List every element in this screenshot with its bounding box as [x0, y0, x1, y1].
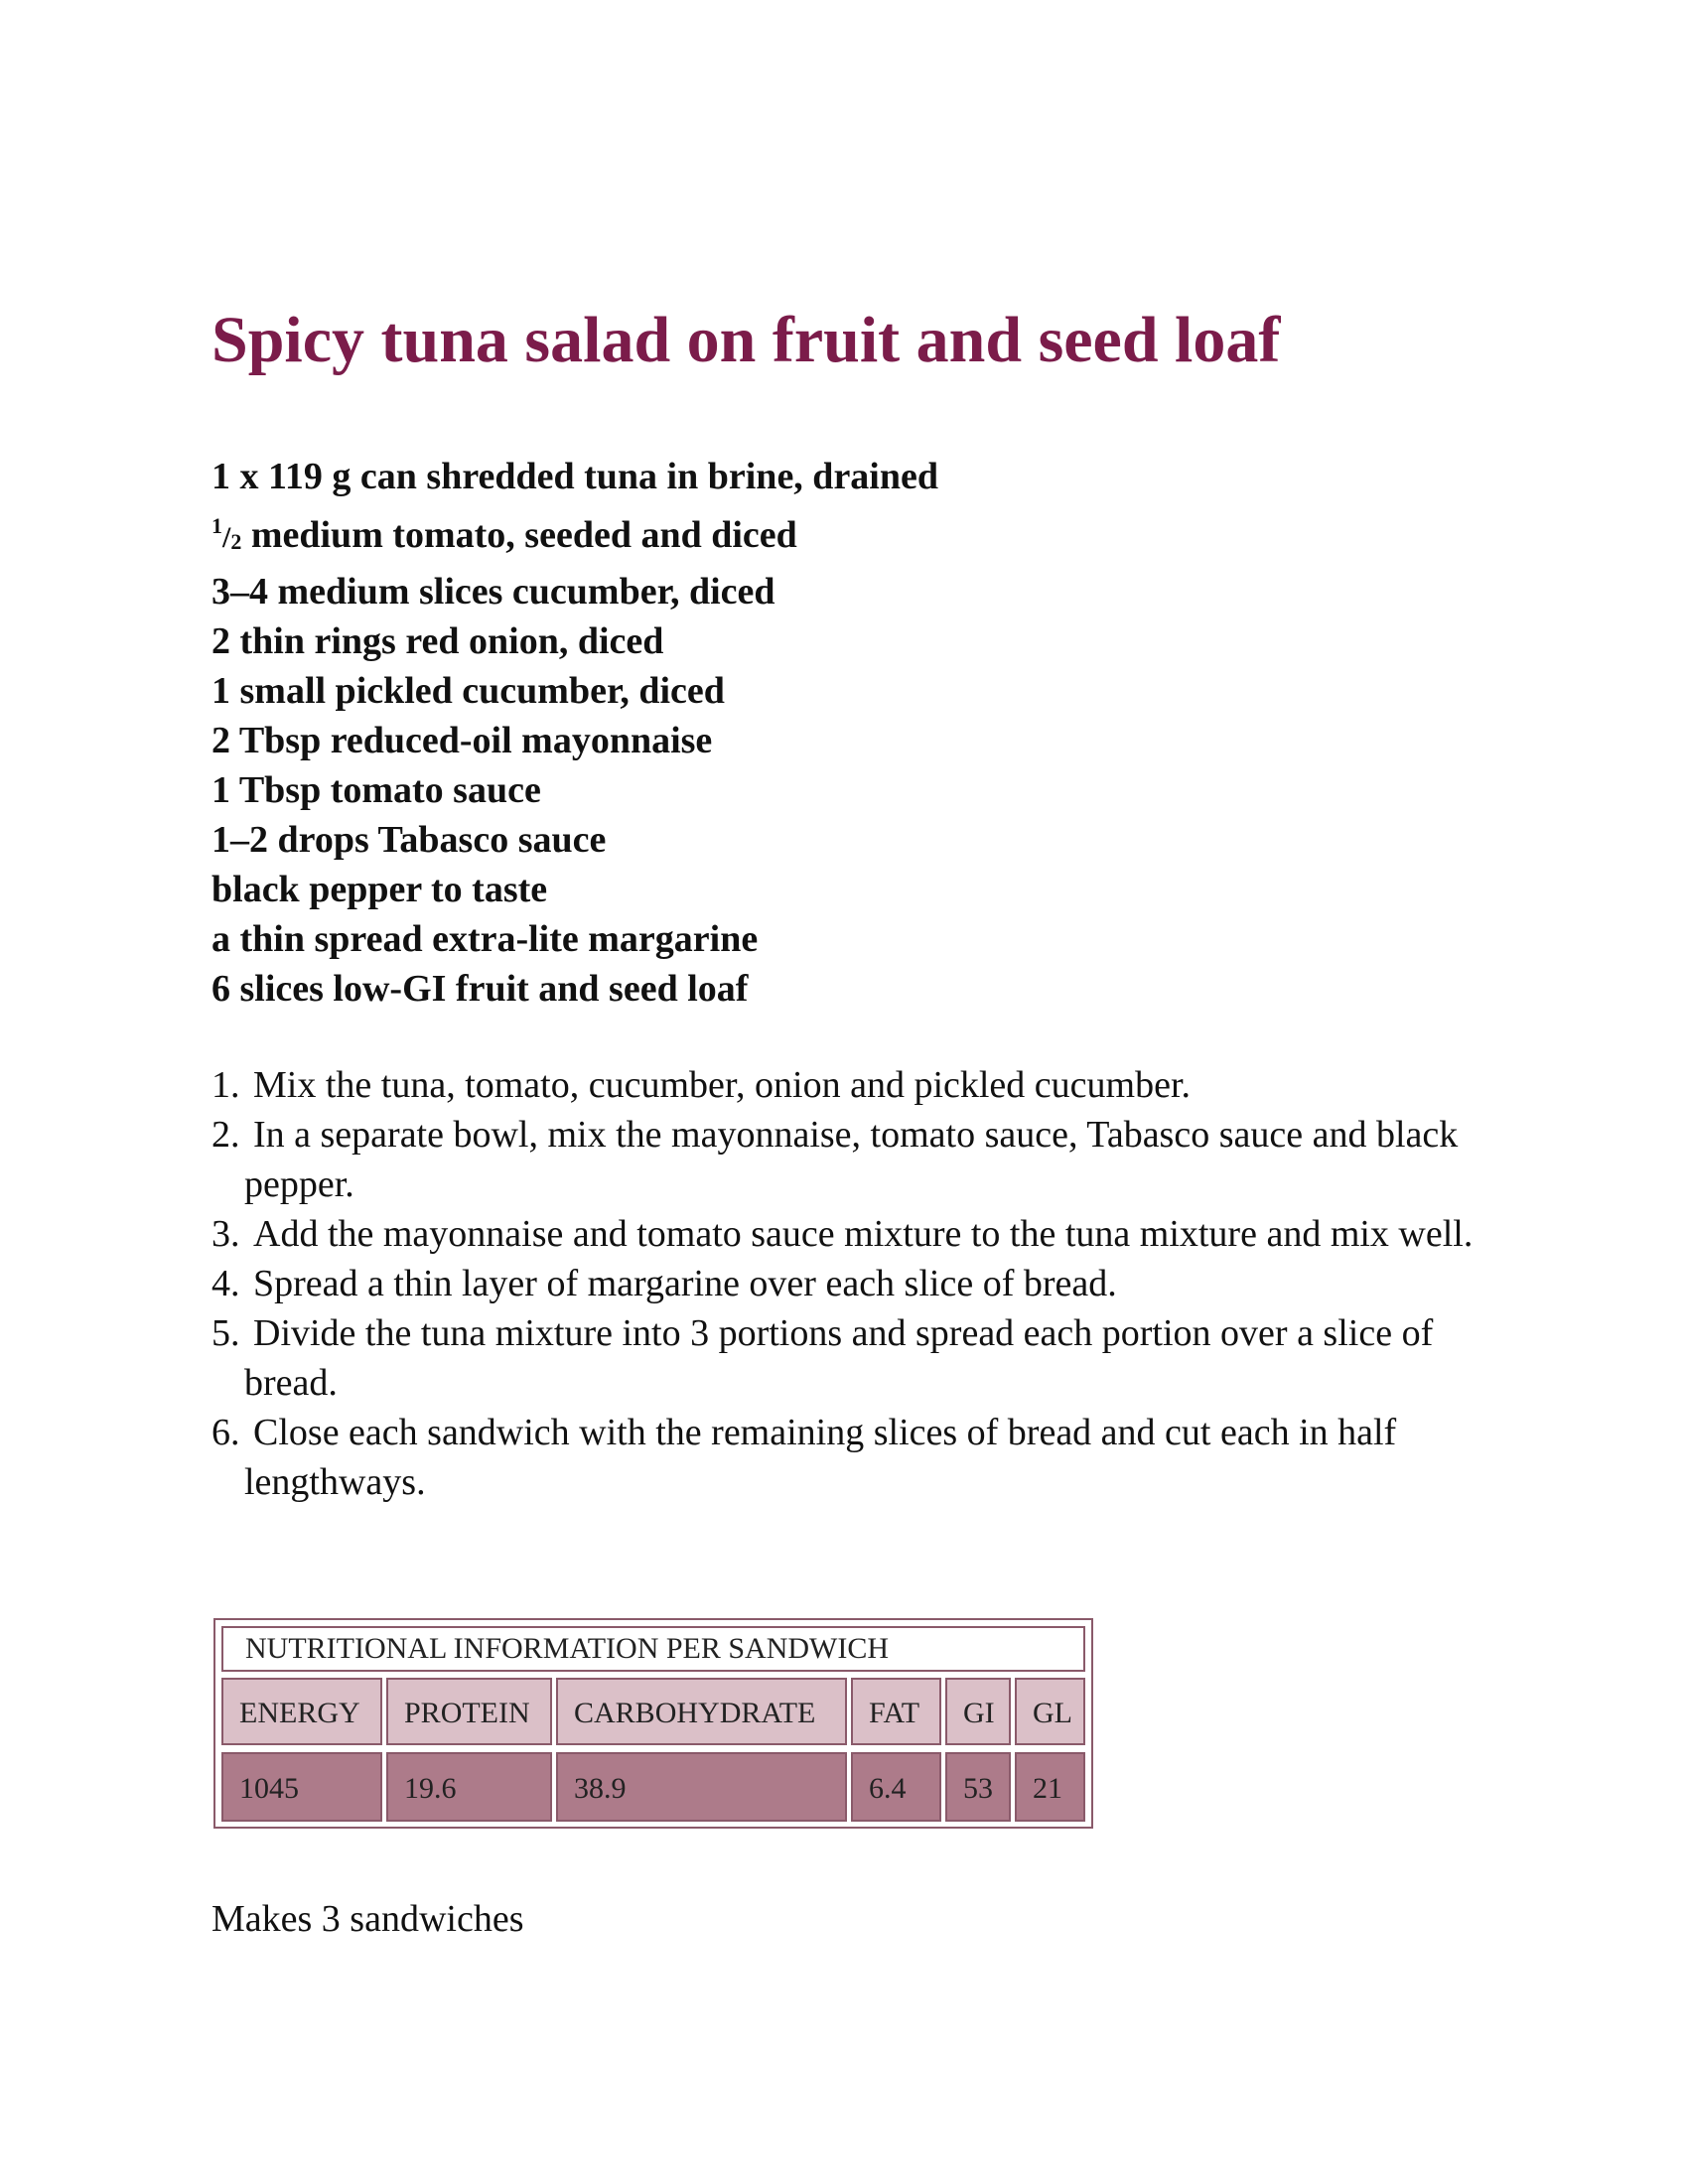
ingredient-item: 1 Tbsp tomato sauce: [211, 769, 541, 811]
fraction-numerator: 1: [211, 513, 222, 538]
method-list: [211, 1060, 1502, 1507]
ingredient-item: 2 Tbsp reduced-oil mayonnaise: [211, 720, 713, 761]
nutrition-value-fat: 6.4: [851, 1752, 941, 1822]
method-step: 3. Add the mayonnaise and tomato sauce mixture to the tuna mixture and mix well.: [211, 1213, 1474, 1255]
ingredient-item: a thin spread extra-lite margarine: [211, 918, 759, 960]
nutrition-header-gi: GI: [945, 1678, 1011, 1745]
nutrition-value-gi: 53: [945, 1752, 1011, 1822]
nutrition-header-protein: PROTEIN: [386, 1678, 552, 1745]
ingredient-item: 2 thin rings red onion, diced: [211, 620, 664, 662]
ingredient-item: 1–2 drops Tabasco sauce: [211, 819, 607, 861]
ingredient-item: black pepper to taste: [211, 869, 548, 910]
ingredient-item: 1 small pickled cucumber, diced: [211, 670, 725, 712]
nutrition-header-fat: FAT: [851, 1678, 941, 1745]
method-step: 1. Mix the tuna, tomato, cucumber, onion and pickled cucumber.: [211, 1064, 1192, 1106]
ingredient-item: $^1$/2 medium tomato, seeded and diced: [211, 513, 797, 556]
ingredient-item: 1 x 119 g can shredded tuna in brine, drained: [211, 456, 939, 497]
nutrition-value-protein: 19.6: [386, 1752, 552, 1822]
ingredient-item: 3–4 medium slices cucumber, diced: [211, 571, 775, 613]
method-step: 5. Divide the tuna mixture into 3 portions and spread each portion over a slice of bread.: [211, 1312, 1434, 1404]
ingredient-list: [211, 452, 938, 1014]
nutrition-header-energy: ENERGY: [221, 1678, 382, 1745]
fraction-denominator: 2: [230, 529, 242, 554]
nutrition-value-carbohydrate: 38.9: [556, 1752, 847, 1822]
nutrition-value-energy: 1045: [221, 1752, 382, 1822]
method-step: 6. Close each sandwich with the remaining slices of bread and cut each in half lengthways.: [211, 1412, 1397, 1503]
nutrition-table: [213, 1618, 1093, 1829]
nutrition-header-carbohydrate: CARBOHYDRATE: [556, 1678, 847, 1745]
method-step: 4. Spread a thin layer of margarine over each slice of bread.: [211, 1263, 1117, 1304]
nutrition-header-gl: GL: [1015, 1678, 1085, 1745]
nutrition-value-gl: 21: [1015, 1752, 1085, 1822]
nutrition-table-heading: NUTRITIONAL INFORMATION PER SANDWICH: [221, 1626, 1085, 1672]
recipe-yield: Makes 3 sandwiches: [211, 1898, 524, 1940]
method-step: 2. In a separate bowl, mix the mayonnaise, tomato sauce, Tabasco sauce and black pepper.: [211, 1114, 1459, 1205]
recipe-title: Spicy tuna salad on fruit and seed loaf: [211, 304, 1281, 376]
ingredient-item: 6 slices low-GI fruit and seed loaf: [211, 968, 749, 1010]
